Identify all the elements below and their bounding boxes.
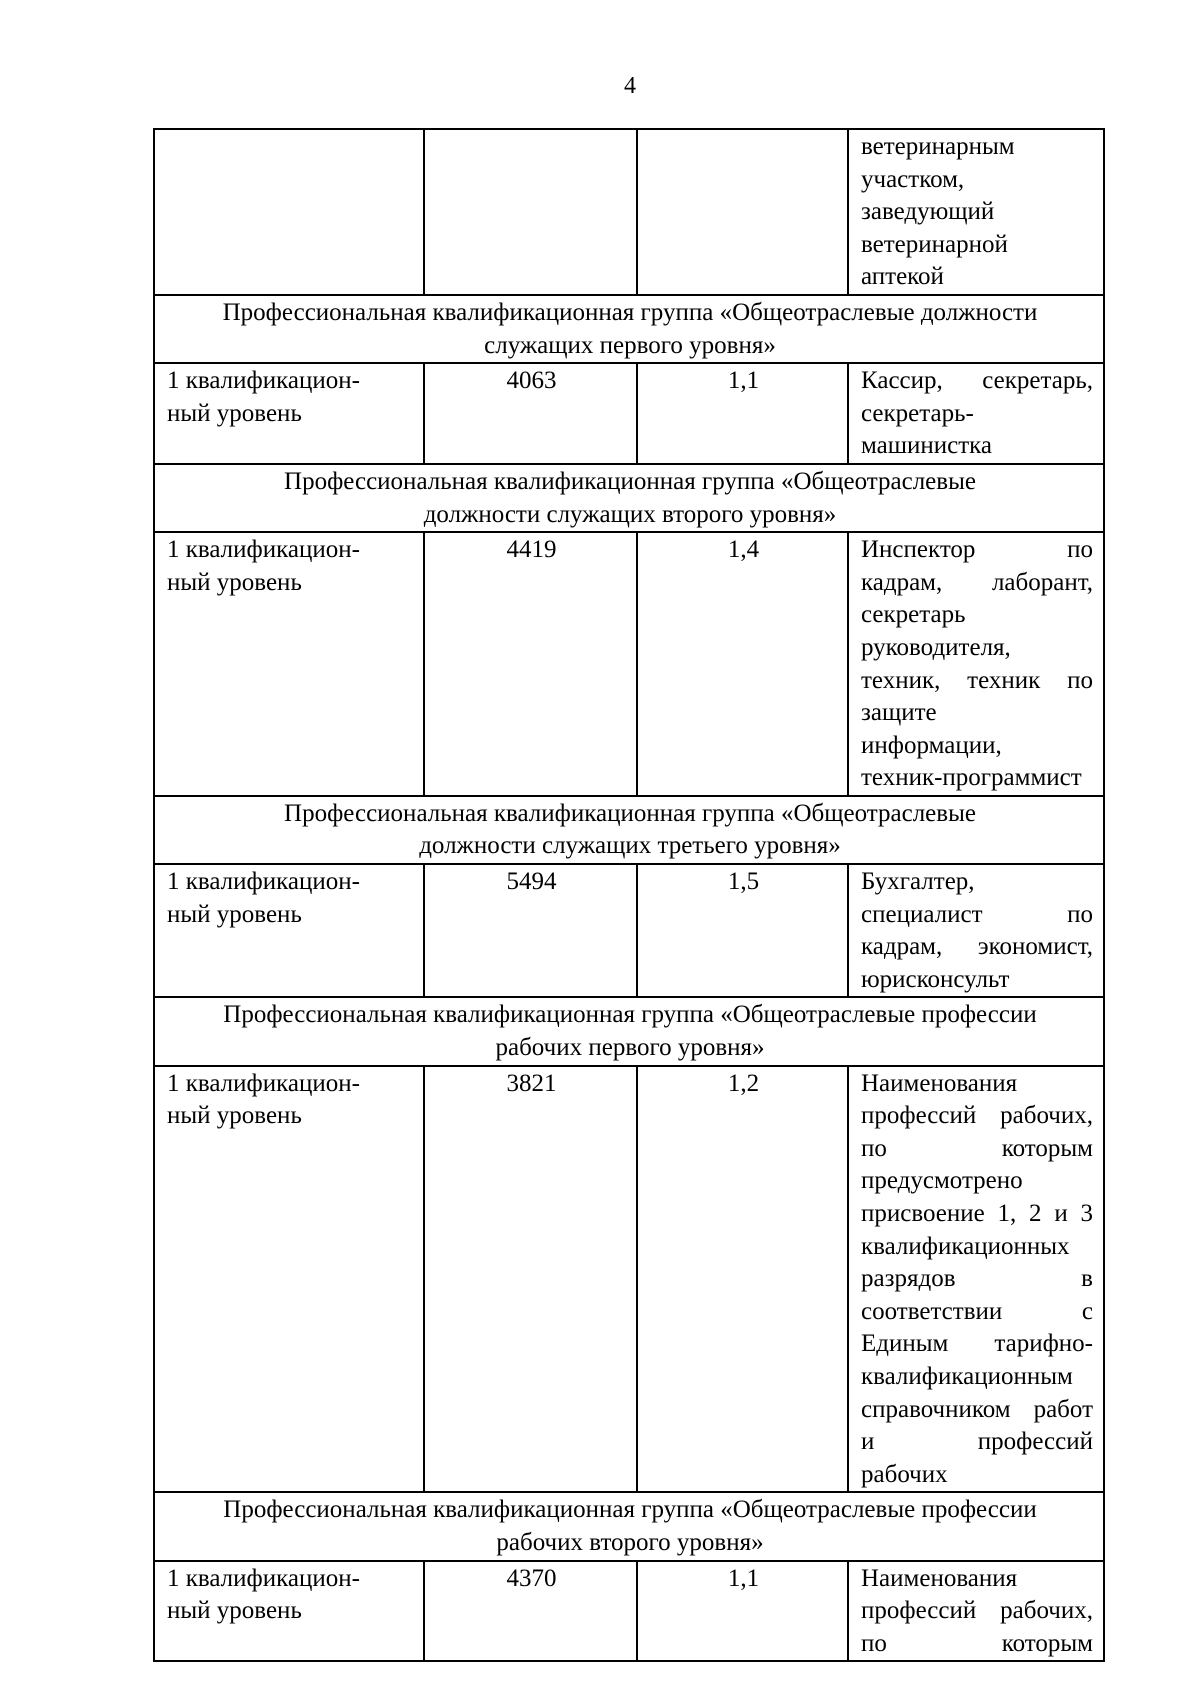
level-row <box>154 363 1104 464</box>
description-line: рабочих <box>861 1460 948 1488</box>
level-label-line: ный уровень <box>167 1597 302 1625</box>
qualification-table <box>153 128 1105 1662</box>
page-number: 4 <box>624 73 636 99</box>
coefficient-cell: 1,5 <box>637 864 848 997</box>
description-line: по которым <box>861 1134 1093 1162</box>
description-line: Кассир, секретарь, <box>861 367 1093 395</box>
description-cell <box>848 532 1104 796</box>
description-line: руководителя, <box>861 633 1011 661</box>
description-line: техник-программист <box>861 764 1082 792</box>
group-header-row <box>154 796 1104 864</box>
level-label-line: 1 квалификацион- <box>167 367 360 395</box>
level-cell <box>154 532 424 796</box>
code-cell <box>424 129 637 295</box>
level-cell <box>154 1066 424 1493</box>
code-cell: 5494 <box>424 864 637 997</box>
description-line: кадрам, экономист, <box>861 933 1093 961</box>
description-line: Наименования <box>861 1564 1018 1592</box>
description-line: ветеринарным <box>861 133 1015 160</box>
description-line: заведующий <box>861 198 995 226</box>
level-cell <box>154 363 424 464</box>
description-cell <box>848 1561 1104 1662</box>
group-title <box>154 796 1104 864</box>
description-line: кадрам, лаборант, <box>861 568 1093 596</box>
code-cell: 4419 <box>424 532 637 796</box>
group-title-line: Профессиональная квалификационная группа «Общеотраслевые должности <box>222 298 1038 326</box>
group-title-line: служащих первого уровня» <box>484 331 776 359</box>
description-line: Бухгалтер, <box>861 868 975 896</box>
description-cell <box>848 864 1104 997</box>
group-title-line: Профессиональная квалификационная группа «Общеотраслевые профессии <box>223 1496 1037 1524</box>
level-row <box>154 1561 1104 1662</box>
group-title-line: рабочих второго уровня» <box>496 1528 764 1556</box>
description-line: техник, техник по <box>861 666 1093 694</box>
description-cell <box>848 1066 1104 1493</box>
group-header-row <box>154 1492 1104 1560</box>
description-line: информации, <box>861 731 1002 759</box>
description-line: секретарь- <box>861 399 974 427</box>
description-line: машинистка <box>861 432 993 460</box>
group-title-line: Профессиональная квалификационная группа «Общеотраслевые <box>284 799 976 827</box>
description-cell <box>848 363 1104 464</box>
description-line: предусмотрено <box>861 1167 1023 1195</box>
level-row <box>154 1066 1104 1493</box>
level-cell <box>154 864 424 997</box>
group-title-line: Профессиональная квалификационная группа «Общеотраслевые <box>284 467 976 495</box>
continuation-row <box>154 129 1104 295</box>
description-line: квалификационных <box>861 1232 1070 1260</box>
description-line: и профессий <box>861 1428 1093 1456</box>
description-line: Инспектор по <box>861 536 1093 564</box>
description-line: защите <box>861 699 937 727</box>
description-cell <box>848 129 1104 295</box>
description-line: справочником работ <box>861 1395 1093 1423</box>
group-title <box>154 464 1104 532</box>
description-line: профессий рабочих, <box>861 1597 1093 1625</box>
description-line: квалификационным <box>861 1362 1073 1390</box>
description-line: по которым <box>861 1629 1093 1657</box>
coefficient-cell: 1,2 <box>637 1066 848 1493</box>
coefficient-cell: 1,1 <box>637 363 848 464</box>
description-line: Наименования <box>861 1069 1018 1097</box>
group-title-line: должности служащих третьего уровня» <box>419 832 841 860</box>
description-line: аптекой <box>861 263 944 291</box>
level-label-line: ный уровень <box>167 568 302 596</box>
group-title-line: должности служащих второго уровня» <box>423 500 837 528</box>
level-label-line: 1 квалификацион- <box>167 1564 360 1592</box>
group-header-row <box>154 295 1104 363</box>
description-line: участком, <box>861 165 965 193</box>
level-label-line: 1 квалификацион- <box>167 868 360 896</box>
description-line: юрисконсульт <box>861 965 1010 993</box>
level-cell <box>154 129 424 295</box>
level-label-line: ный уровень <box>167 900 302 928</box>
description-line: Единым тарифно- <box>861 1330 1093 1358</box>
group-title-line: Профессиональная квалификационная группа «Общеотраслевые профессии <box>223 1001 1037 1029</box>
code-cell: 3821 <box>424 1066 637 1493</box>
level-label-line: ный уровень <box>167 399 302 427</box>
description-line: специалист по <box>861 900 1093 928</box>
level-label-line: ный уровень <box>167 1102 302 1130</box>
level-label-line: 1 квалификацион- <box>167 1069 360 1097</box>
description-line: соответствии с <box>861 1297 1093 1325</box>
group-header-row <box>154 997 1104 1065</box>
coefficient-cell: 1,4 <box>637 532 848 796</box>
group-title-line: рабочих первого уровня» <box>495 1034 765 1062</box>
code-cell: 4370 <box>424 1561 637 1662</box>
coefficient-cell: 1,1 <box>637 1561 848 1662</box>
level-cell <box>154 1561 424 1662</box>
level-label-line: 1 квалификацион- <box>167 536 360 564</box>
coefficient-cell <box>637 129 848 295</box>
group-header-row <box>154 464 1104 532</box>
description-line: секретарь <box>861 601 966 629</box>
description-line: присвоение 1, 2 и 3 <box>861 1200 1093 1227</box>
code-cell: 4063 <box>424 363 637 464</box>
level-row <box>154 864 1104 997</box>
description-line: профессий рабочих, <box>861 1102 1093 1130</box>
group-title <box>154 997 1104 1065</box>
level-row <box>154 532 1104 796</box>
description-line: разрядов в <box>861 1265 1093 1293</box>
group-title <box>154 1492 1104 1560</box>
group-title <box>154 295 1104 363</box>
description-line: ветеринарной <box>861 230 1008 258</box>
